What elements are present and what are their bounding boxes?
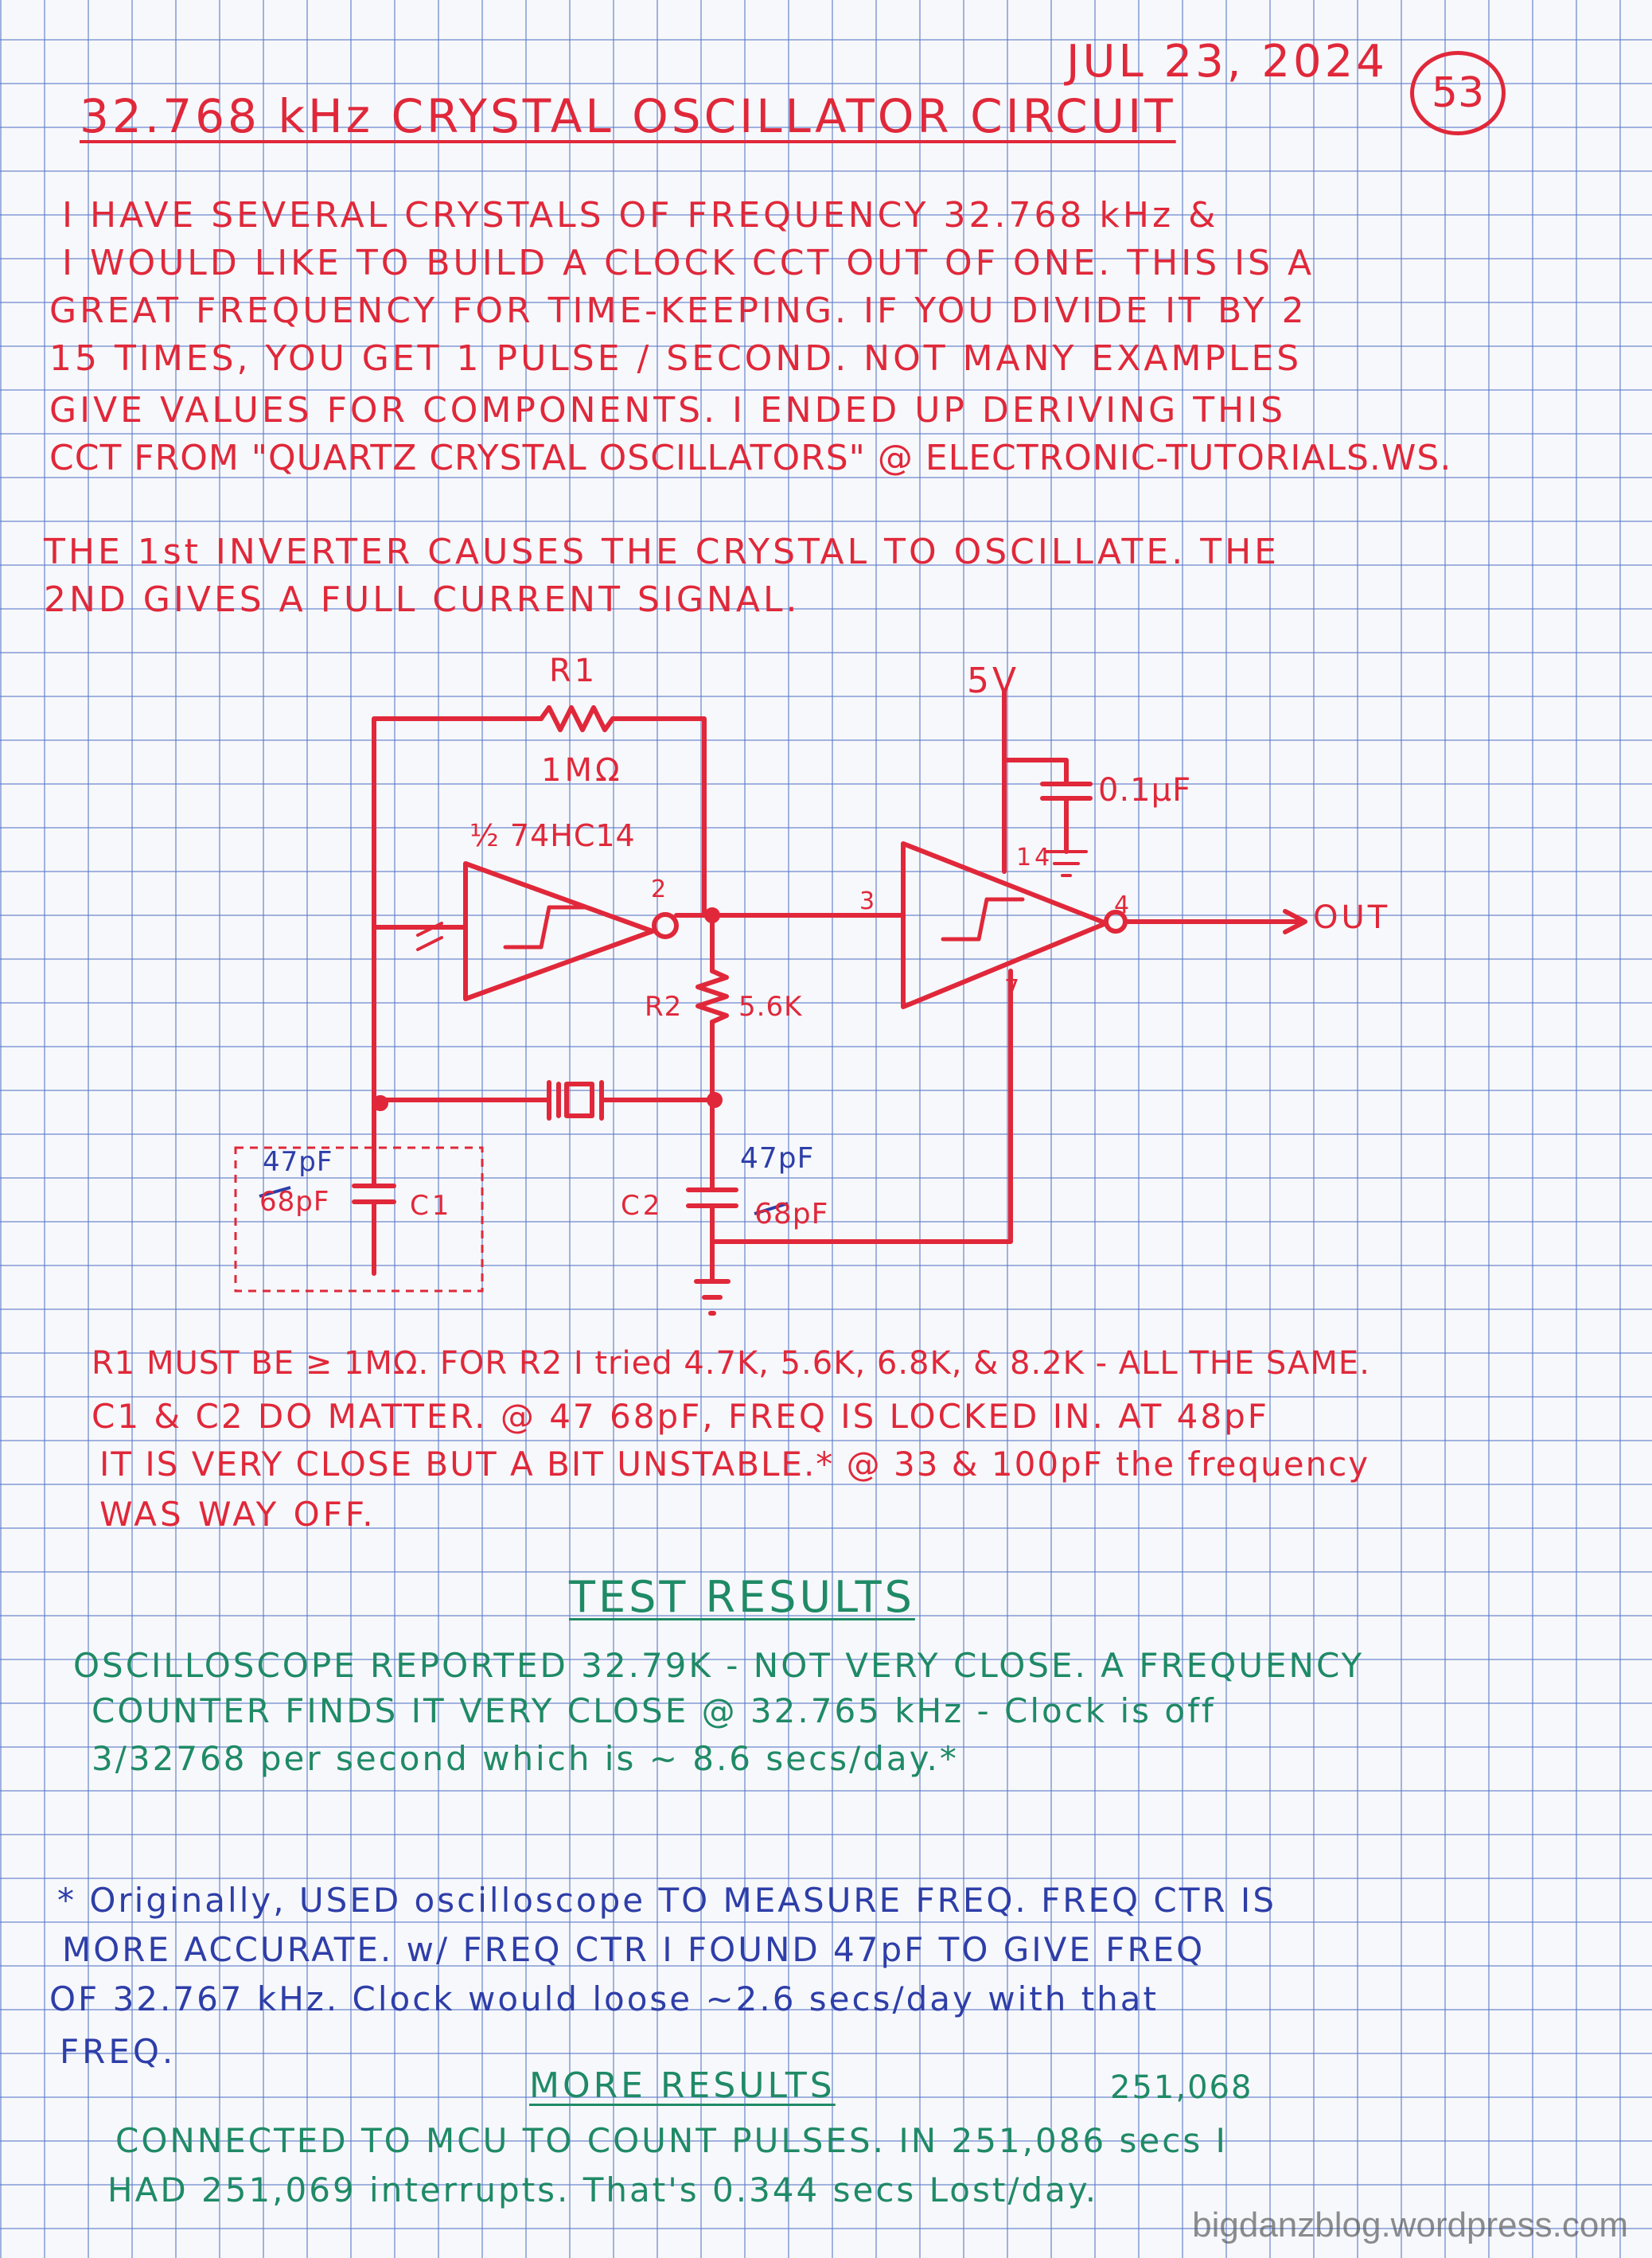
r2-label: R2: [645, 991, 683, 1023]
ic-label: ½ 74HC14: [469, 818, 636, 853]
page-title: 32.768 kHz CRYSTAL OSCILLATOR CIRCUIT: [80, 89, 1176, 143]
c2-capacitor: [688, 1100, 736, 1313]
supply-label: 5V: [967, 661, 1020, 701]
intro-line: I HAVE SEVERAL CRYSTALS OF FREQUENCY 32.768 kHz &: [62, 195, 1219, 236]
footnote-line: MORE ACCURATE. w/ FREQ CTR I FOUND 47pF TO GIVE FREQ: [62, 1930, 1206, 1969]
notes-line: R1 MUST BE ≥ 1MΩ. FOR R2 I tried 4.7K, 5.6K, 6.8K, & 8.2K - ALL THE SAME.: [92, 1345, 1370, 1382]
more-results-correction: 251,068: [1110, 2069, 1253, 2106]
notes-line: C1 & C2 DO MATTER. @ 47 68pF, FREQ IS LOCKED IN. AT 48pF: [92, 1397, 1269, 1436]
pin-3-label: 3: [859, 887, 879, 915]
more-results-line: HAD 251,069 interrupts. That's 0.344 secs Lost/day.: [107, 2170, 1099, 2209]
more-results-heading: MORE RESULTS: [529, 2065, 836, 2106]
r1-label: R1: [549, 653, 598, 689]
out-label: OUT: [1313, 899, 1391, 936]
intro-line: GIVE VALUES FOR COMPONENTS. I ENDED UP DERIVING THIS: [49, 390, 1287, 431]
c1-old-value: 68pF: [259, 1186, 330, 1218]
test-results-heading: TEST RESULTS: [569, 1572, 915, 1622]
intro-line: 15 TIMES, YOU GET 1 PULSE / SECOND. NOT MANY EXAMPLES: [49, 338, 1303, 379]
c1-label: C1: [410, 1190, 453, 1222]
r1-resistor: [541, 708, 613, 730]
r2-resistor: [698, 971, 727, 1022]
r1-value: 1MΩ: [541, 752, 623, 789]
page-date: JUL 23, 2024: [1066, 36, 1388, 88]
footnote-line: FREQ.: [60, 2032, 177, 2071]
r2-value: 5.6K: [738, 991, 803, 1023]
footnote-line: * Originally, USED oscilloscope TO MEASURE FREQ. FREQ CTR IS: [57, 1881, 1276, 1920]
crystal: [549, 1082, 602, 1118]
bypass-capacitor: [1004, 760, 1090, 852]
watermark: bigdanzblog.wordpress.com: [1192, 2205, 1628, 2244]
intro-line: GREAT FREQUENCY FOR TIME-KEEPING. IF YOU DIVIDE IT BY 2: [49, 291, 1307, 331]
c1-capacitor: [354, 1100, 394, 1273]
inverter-note-line: THE 1st INVERTER CAUSES THE CRYSTAL TO OSCILLATE. THE: [44, 532, 1280, 572]
notes-line: IT IS VERY CLOSE BUT A BIT UNSTABLE.* @ 33 & 100pF the frequency: [99, 1445, 1370, 1484]
footnote-line: OF 32.767 kHz. Clock would loose ~2.6 secs/day with that: [49, 1979, 1159, 2018]
test-results-line: 3/32768 per second which is ~ 8.6 secs/day.*: [92, 1739, 959, 1778]
c2-old-value: 68pF: [754, 1198, 829, 1230]
notes-line: WAS WAY OFF.: [99, 1495, 376, 1534]
more-results-line: CONNECTED TO MCU TO COUNT PULSES. IN 251,086 secs I: [115, 2121, 1228, 2160]
inverter-1: [466, 864, 653, 999]
test-results-line: OSCILLOSCOPE REPORTED 32.79K - NOT VERY CLOSE. A FREQUENCY: [73, 1646, 1365, 1685]
bypass-cap-value: 0.1μF: [1098, 772, 1192, 809]
pin-4-label: 4: [1114, 891, 1133, 919]
intro-line: I WOULD LIKE TO BUILD A CLOCK CCT OUT OF ONE. THIS IS A: [62, 243, 1315, 283]
c2-new-value: 47pF: [740, 1142, 815, 1175]
intro-line: CCT FROM "QUARTZ CRYSTAL OSCILLATORS" @ ELECTRONIC-TUTORIALS.WS.: [49, 438, 1452, 478]
pin-7-label: 7: [1004, 975, 1023, 1003]
inverter-note-line: 2ND GIVES A FULL CURRENT SIGNAL.: [44, 579, 801, 620]
c2-label: C2: [621, 1190, 664, 1222]
page-number-circle: 53: [1410, 51, 1506, 135]
test-results-line: COUNTER FINDS IT VERY CLOSE @ 32.765 kHz - Clock is off: [92, 1691, 1216, 1730]
pin-2-label: 2: [651, 876, 670, 903]
pin-14-label: 14: [1016, 844, 1054, 872]
c1-new-value: 47pF: [263, 1146, 333, 1178]
